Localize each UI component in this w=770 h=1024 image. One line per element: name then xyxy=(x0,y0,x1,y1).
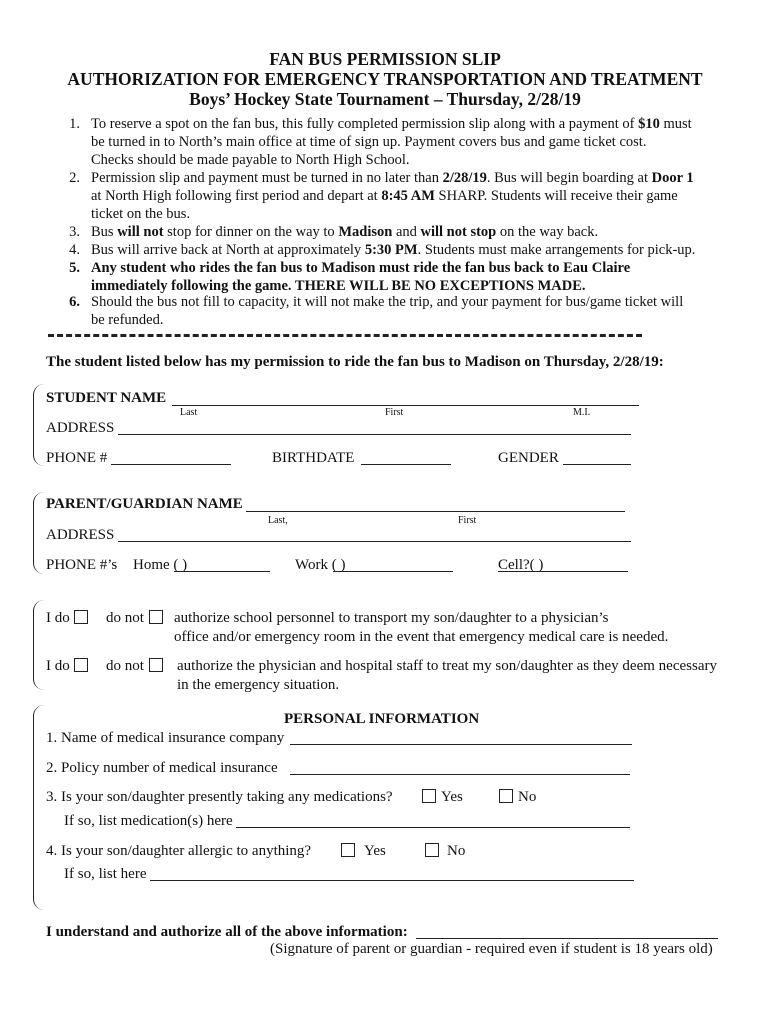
auth1-text-line1: authorize school personnel to transport my son/daughter to a physician’s xyxy=(174,610,609,626)
rule-number: 5. xyxy=(69,260,80,276)
rule-text-line xyxy=(91,260,630,277)
birthdate-label: BIRTHDATE xyxy=(272,450,355,466)
allergy-yes-checkbox[interactable] xyxy=(341,843,355,857)
student-section-brace xyxy=(33,384,44,466)
personal-section-brace xyxy=(33,705,44,910)
permission-statement: The student listed below has my permission to ride the fan bus to Madison on Thursday, 2/28/19: xyxy=(46,354,664,370)
medications-question: 3. Is your son/daughter presently taking any medications? xyxy=(46,789,393,805)
auth1-text-line2: office and/or emergency room in the event that emergency medical care is needed. xyxy=(174,629,669,645)
rule-emphasis: $10 xyxy=(638,116,660,132)
rule-text-line xyxy=(91,134,646,151)
signature-note: (Signature of parent or guardian - required even if student is 18 years old) xyxy=(270,941,713,957)
rule-text: be refunded. xyxy=(91,312,164,328)
rule-text-line xyxy=(91,294,683,311)
rule-text: at North High following first period and depart at xyxy=(91,188,382,204)
home-phone-label: Home ( ) xyxy=(133,557,188,573)
rule-text: stop for dinner on the way to xyxy=(163,224,339,240)
rule-emphasis: will not stop xyxy=(420,224,497,240)
rule-emphasis: Door 1 xyxy=(651,170,694,186)
auth2-ido-checkbox[interactable] xyxy=(74,658,88,672)
rule-text: To reserve a spot on the fan bus, this fully completed permission slip along with a payment of xyxy=(91,116,639,132)
rule-text: immediately following the game. THERE WILL BE NO EXCEPTIONS MADE. xyxy=(91,278,586,294)
parent-first-caption: First xyxy=(458,515,477,526)
parent-last-caption: Last, xyxy=(268,515,288,526)
rule-text-line xyxy=(91,312,163,329)
parent-address-field[interactable] xyxy=(118,541,631,542)
rule-text-line xyxy=(91,278,586,295)
rule-emphasis: 2/28/19 xyxy=(442,170,487,186)
rule-number: 6. xyxy=(69,294,80,310)
rule-text: Permission slip and payment must be turned in no later than xyxy=(91,170,443,186)
rule-emphasis: 5:30 PM xyxy=(364,242,418,258)
student-mi-caption: M.I. xyxy=(573,407,591,418)
medications-yes-label: Yes xyxy=(441,789,463,805)
allergy-question: 4. Is your son/daughter allergic to anything? xyxy=(46,843,312,859)
rule-text-line xyxy=(91,206,190,223)
rule-text-line xyxy=(91,224,598,241)
auth1-ido-checkbox[interactable] xyxy=(74,610,88,624)
student-phone-label: PHONE # xyxy=(46,450,108,466)
rule-text: . Students must make arrangements for pick-up. xyxy=(417,242,696,258)
title-line-3: Boys’ Hockey State Tournament – Thursday, 2/28/19 xyxy=(189,89,581,109)
medications-yes-checkbox[interactable] xyxy=(422,789,436,803)
gender-label: GENDER xyxy=(498,450,559,466)
insurance-company-label: 1. Name of medical insurance company xyxy=(46,730,285,746)
rule-number: 1. xyxy=(69,116,80,132)
allergy-list-field[interactable] xyxy=(150,880,634,881)
rule-number: 4. xyxy=(69,242,80,258)
allergy-yes-label: Yes xyxy=(364,843,386,859)
rule-text-line xyxy=(91,152,410,169)
allergy-no-checkbox[interactable] xyxy=(425,843,439,857)
student-address-field[interactable] xyxy=(118,434,631,435)
policy-number-field[interactable] xyxy=(290,774,630,775)
student-first-caption: First xyxy=(385,407,404,418)
medications-no-checkbox[interactable] xyxy=(499,789,513,803)
home-phone-field[interactable] xyxy=(174,571,270,572)
student-address-label: ADDRESS xyxy=(46,420,115,436)
auth2-text-line2: in the emergency situation. xyxy=(177,677,340,693)
rule-text: and xyxy=(392,224,421,240)
medications-list-label: If so, list medication(s) here xyxy=(64,813,233,829)
policy-number-label: 2. Policy number of medical insurance xyxy=(46,760,278,776)
birthdate-field[interactable] xyxy=(361,464,451,465)
signature-field[interactable] xyxy=(416,938,718,939)
gender-field[interactable] xyxy=(563,464,631,465)
parent-section-brace xyxy=(33,492,44,574)
auth1-ido-label: I do xyxy=(46,610,70,626)
parent-phones-label: PHONE #’s xyxy=(46,557,118,573)
rule-text: ticket on the bus. xyxy=(91,206,191,222)
medications-no-label: No xyxy=(518,789,537,805)
rule-text-line xyxy=(91,242,695,259)
student-name-label: STUDENT NAME xyxy=(46,390,167,406)
rule-text-line xyxy=(91,188,678,205)
insurance-company-field[interactable] xyxy=(290,744,632,745)
rule-text: SHARP. Students will receive their game xyxy=(434,188,678,204)
auth1-donot-checkbox[interactable] xyxy=(149,610,163,624)
rule-text: on the way back. xyxy=(496,224,599,240)
rule-text-line xyxy=(91,170,694,187)
rule-text: Any student who rides the fan bus to Madison must ride the fan bus back to Eau Claire xyxy=(91,260,631,276)
auth1-donot-label: do not xyxy=(106,610,144,626)
rule-text-line xyxy=(91,116,692,133)
allergy-list-label: If so, list here xyxy=(64,866,147,882)
work-phone-label: Work ( ) xyxy=(295,557,346,573)
auth2-text-line1: authorize the physician and hospital staff to treat my son/daughter as they deem necessary xyxy=(177,658,717,674)
rule-number: 2. xyxy=(69,170,80,186)
rule-text: Checks should be made payable to North High School. xyxy=(91,152,410,168)
title-line-1: FAN BUS PERMISSION SLIP xyxy=(269,49,501,69)
cell-phone-label: Cell?( ) xyxy=(498,557,544,573)
title-line-2: AUTHORIZATION FOR EMERGENCY TRANSPORTATION AND TREATMENT xyxy=(67,69,703,89)
rule-text: Bus xyxy=(91,224,118,240)
rule-text: be turned in to North’s main office at time of sign up. Payment covers bus and game ticket cost. xyxy=(91,134,647,150)
allergy-no-label: No xyxy=(447,843,466,859)
signature-label: I understand and authorize all of the above information: xyxy=(46,924,408,940)
student-last-caption: Last xyxy=(180,407,198,418)
cell-phone-field[interactable] xyxy=(498,571,628,572)
rule-text: must xyxy=(659,116,692,132)
work-phone-field[interactable] xyxy=(333,571,453,572)
rule-emphasis: will not xyxy=(117,224,164,240)
rule-text: . Bus will begin boarding at xyxy=(486,170,652,186)
authorization-section-brace xyxy=(33,600,44,690)
medications-list-field[interactable] xyxy=(236,827,630,828)
auth2-ido-label: I do xyxy=(46,658,70,674)
personal-info-heading: PERSONAL INFORMATION xyxy=(284,711,480,727)
parent-name-label: PARENT/GUARDIAN NAME xyxy=(46,496,243,512)
rule-text: Should the bus not fill to capacity, it will not make the trip, and your payment for bus/game ticket will xyxy=(91,294,684,310)
rule-text: Bus will arrive back at North at approximately xyxy=(91,242,365,258)
auth2-donot-checkbox[interactable] xyxy=(149,658,163,672)
parent-name-field[interactable] xyxy=(246,511,625,512)
parent-address-label: ADDRESS xyxy=(46,527,115,543)
student-phone-field[interactable] xyxy=(111,464,231,465)
rule-emphasis: 8:45 AM xyxy=(381,188,435,204)
rule-number: 3. xyxy=(69,224,80,240)
dashed-cut-line xyxy=(48,334,642,337)
student-name-field[interactable] xyxy=(172,405,639,406)
rule-emphasis: Madison xyxy=(338,224,393,240)
auth2-donot-label: do not xyxy=(106,658,144,674)
